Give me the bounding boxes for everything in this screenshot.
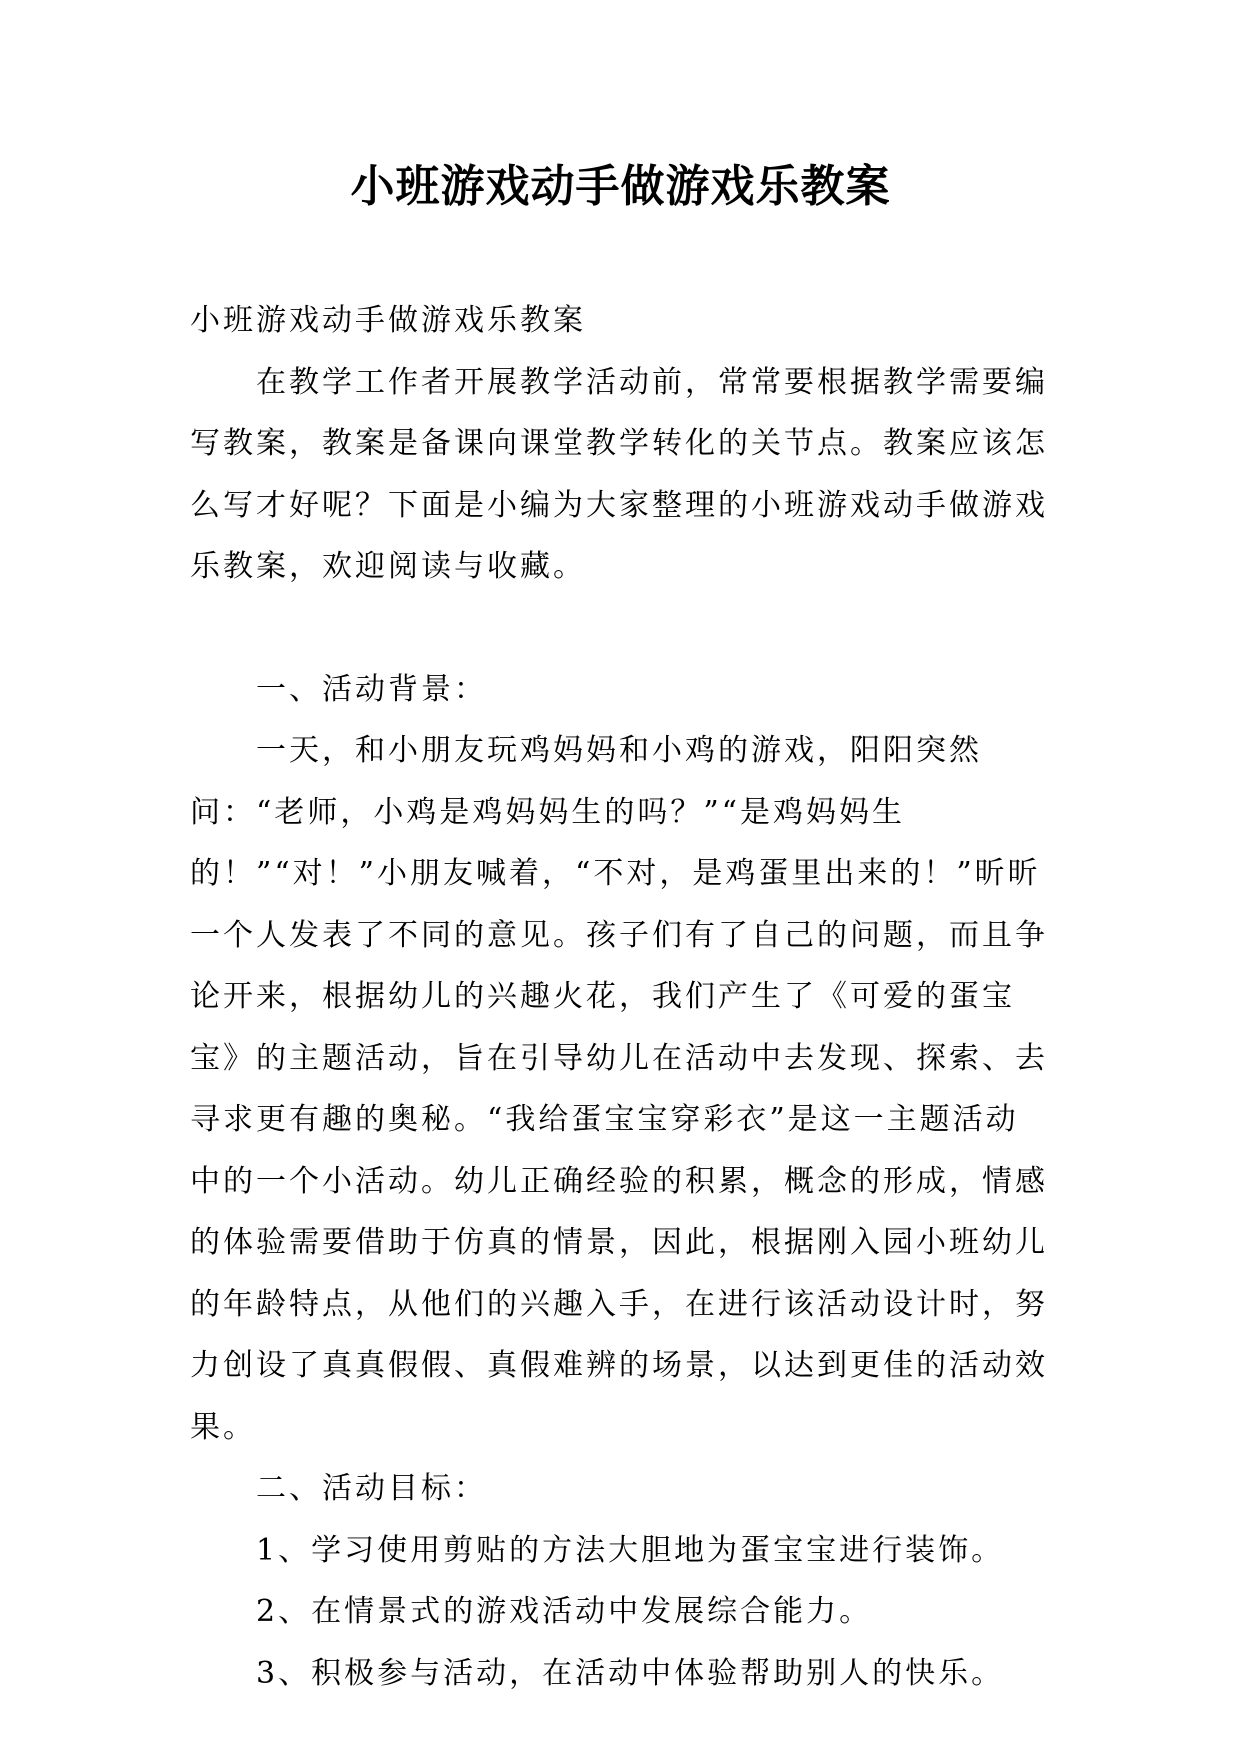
goal-item-2: 2、在情景式的游戏活动中发展综合能力。 bbox=[256, 1594, 873, 1629]
section-heading-goals: 二、活动目标： bbox=[256, 1471, 487, 1506]
intro-paragraph: 在教学工作者开展教学活动前，常常要根据教学需要编写教案，教案是备课向课堂教学转化的关节点。教案应该怎么写才好呢？下面是小编为大家整理的小班游戏动手做游戏乐教案，欢迎阅读与收藏。 bbox=[190, 364, 1048, 584]
goal-item-1: 1、学习使用剪贴的方法大胆地为蛋宝宝进行装饰。 bbox=[256, 1532, 1005, 1568]
document-title: 小班游戏动手做游戏乐教案 bbox=[350, 161, 891, 212]
background-paragraph: 一天，和小朋友玩鸡妈妈和小鸡的游戏，阳阳突然问：“老师，小鸡是鸡妈妈生的吗？”“是鸡妈妈生的！”“对！”小朋友喊着，“不对，是鸡蛋里出来的！”昕昕一个人发表了不同的意见。孩子们有了自己的问题，而且争论开来，根据幼儿的兴趣火花，我们产生了《可爱的蛋宝宝》的主题活动，旨在引导幼儿在活动中去发现、探索、去寻求更有趣的奥秘。“我给蛋宝宝穿彩衣”是这一主题活动中的一个小活动。幼儿正确经验的积累，概念的形成，情感的体验需要借助于仿真的情景，因此，根据刚入园小班幼儿的年龄特点，从他们的兴趣入手，在进行该活动设计时，努力创设了真真假假、真假难辨的场景，以达到更佳的活动效果。 bbox=[190, 733, 1048, 1445]
section-heading-background: 一、活动背景： bbox=[256, 671, 487, 707]
goal-item-3: 3、积极参与活动，在活动中体验帮助别人的快乐。 bbox=[256, 1655, 1005, 1691]
document-subtitle: 小班游戏动手做游戏乐教案 bbox=[190, 303, 586, 338]
paragraph-spacer bbox=[190, 598, 1050, 659]
document-body bbox=[190, 290, 1050, 1704]
